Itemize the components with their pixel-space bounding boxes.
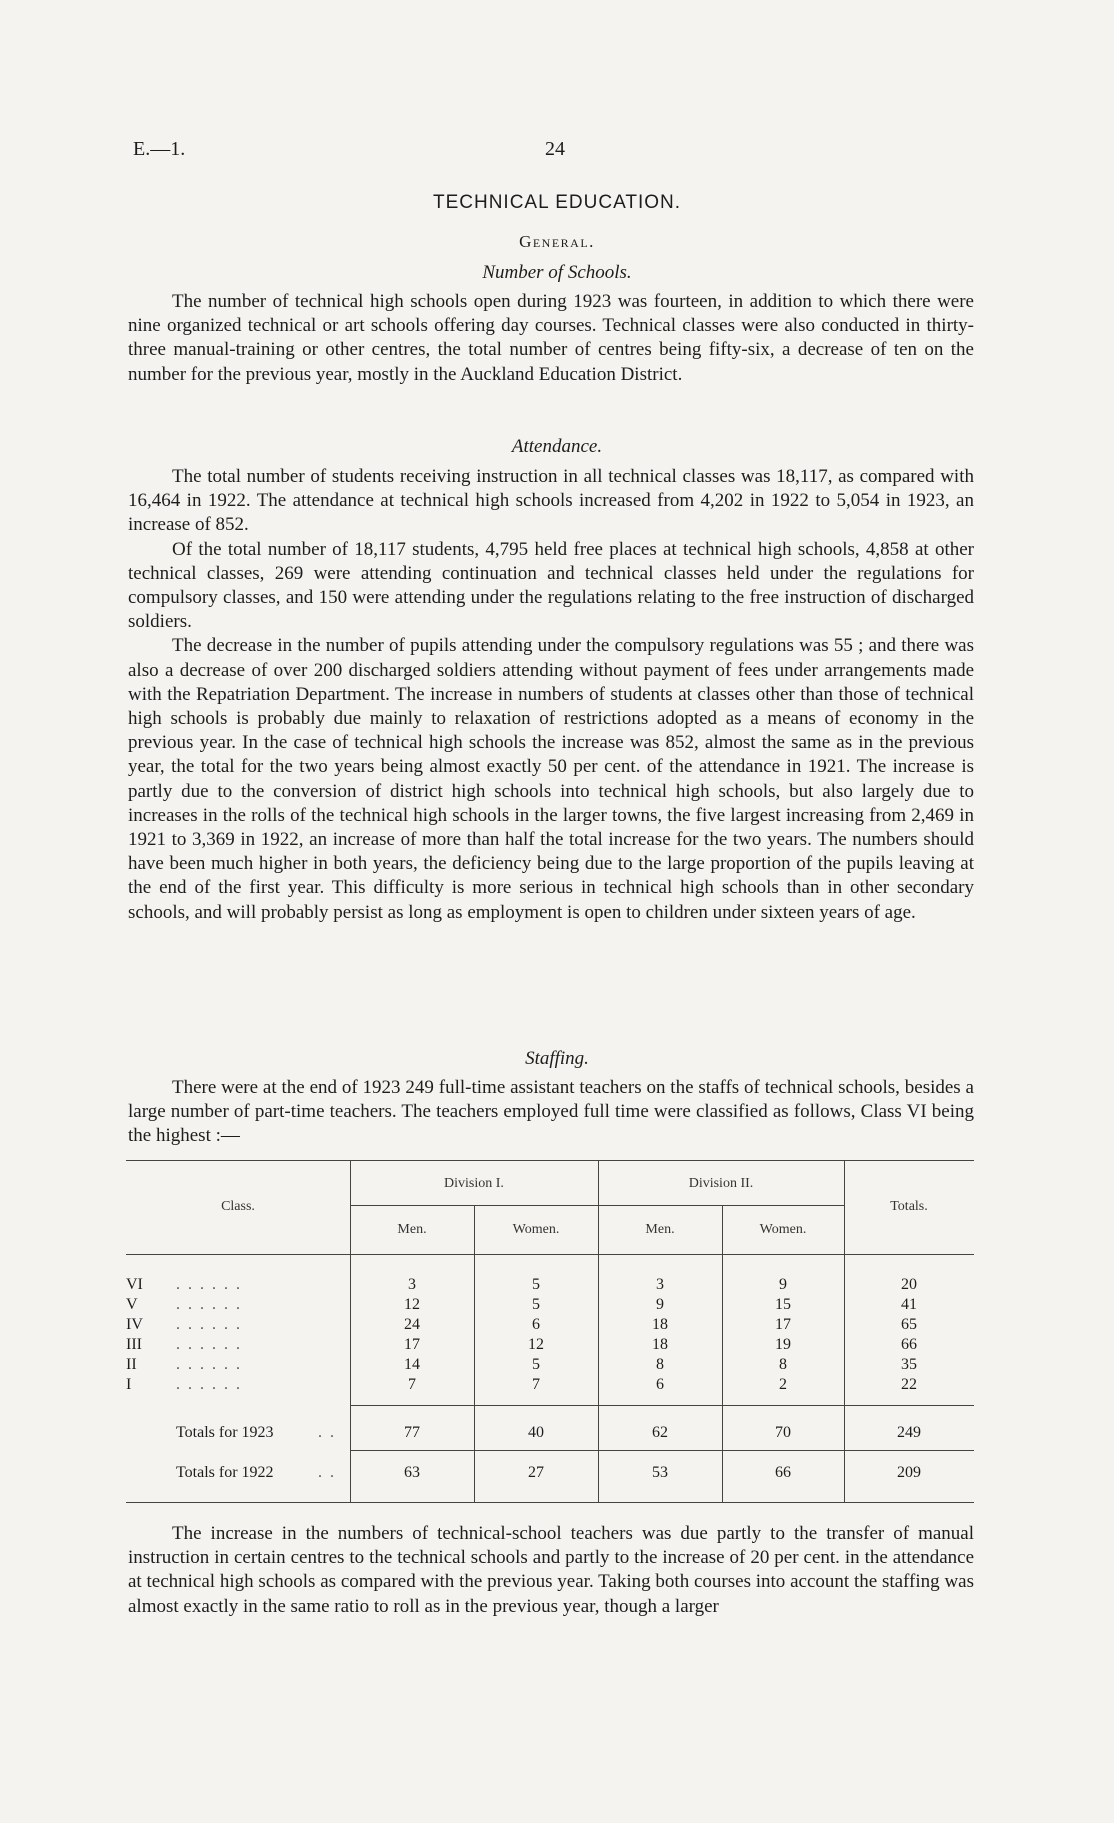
cell-d1-men: 24 xyxy=(404,1316,420,1333)
cell-d1-men: 17 xyxy=(404,1336,420,1353)
cell-d1-women: 5 xyxy=(532,1356,540,1373)
heading-number-of-schools: Number of Schools. xyxy=(482,262,632,283)
paragraph-attendance xyxy=(128,465,974,925)
leader-dots: . . . . . . xyxy=(176,1296,242,1313)
leader-dots: . . . . . . xyxy=(176,1356,242,1373)
table-bottom-rule xyxy=(126,1502,974,1503)
row-class-label: I xyxy=(126,1376,132,1393)
cell-d2-men: 9 xyxy=(656,1296,664,1313)
header-totals: Totals. xyxy=(890,1199,928,1214)
table-header-rule xyxy=(126,1254,974,1255)
cell-d1-men: 3 xyxy=(408,1276,416,1293)
staffing-table xyxy=(126,1160,974,1503)
cell-d1-women: 5 xyxy=(532,1276,540,1293)
cell-d2-women: 9 xyxy=(779,1276,787,1293)
heading-staffing: Staffing. xyxy=(525,1048,589,1069)
totals-1923-label: Totals for 1923 xyxy=(176,1424,274,1441)
cell-d2-women: 70 xyxy=(775,1424,791,1441)
row-class-label: IV xyxy=(126,1316,143,1333)
heading-attendance: Attendance. xyxy=(511,436,603,457)
leader-dots: . . xyxy=(318,1464,336,1481)
cell-d1-women: 7 xyxy=(532,1376,540,1393)
cell-d1-men: 63 xyxy=(404,1464,420,1481)
page-title: TECHNICAL EDUCATION. xyxy=(432,192,682,213)
cell-d2-women: 2 xyxy=(779,1376,787,1393)
row-class-label: II xyxy=(126,1356,137,1373)
cell-d1-women: 6 xyxy=(532,1316,540,1333)
leader-dots: . . xyxy=(318,1424,336,1441)
text-attendance-3: The decrease in the number of pupils attending under the compulsory regulations was 55 ; and there was also a decrease of over 200 discharged soldiers attending without payment of fees under arrangements made with the Repatriation Department. The increase in numbers of students at classes other than those of technical high schools is probably due mainly to relaxation of restrictions adopted as a means of economy in the previous year. In the case of technical high schools the increase was 852, almost the same as in the previous year, the total for the two years being almost exactly 50 per cent. of the attendance in 1921. The increase is partly due to the conversion of district high schools into technical high schools, but also largely due to increases in the rolls of the technical high schools in the larger towns, the five largest increasing from 2,469 in 1921 to 3,369 in 1922, an increase of more than half the total increase for the two years. The numbers should have been much higher in both years, the deficiency being due to the large proportion of the pupils leaving at the end of the first year. This difficulty is more serious in technical high schools than in other secondary schools, and will probably persist as long as employment is open to children under sixteen years of age. xyxy=(128,635,974,923)
row-class-label: III xyxy=(126,1336,142,1353)
cell-total: 41 xyxy=(901,1296,917,1313)
leader-dots: . . . . . . xyxy=(176,1376,242,1393)
cell-d1-men: 77 xyxy=(404,1424,420,1441)
table-divider xyxy=(722,1205,723,1503)
cell-d1-men: 12 xyxy=(404,1296,420,1313)
leader-dots: . . . . . . xyxy=(176,1336,242,1353)
cell-d1-women: 12 xyxy=(528,1336,544,1353)
text-attendance-2: Of the total number of 18,117 students, 4,795 held free places at technical high schools, 4,858 at other technical classes, 269 were attending continuation and technical classes held under the regulations for compulsory classes, and 150 were attending under the regulations relating to the free instruction of discharged soldiers. xyxy=(128,538,974,633)
cell-d1-men: 7 xyxy=(408,1376,416,1393)
totals-1922-label: Totals for 1922 xyxy=(176,1464,274,1481)
text-staffing-after: The increase in the numbers of technical-school teachers was due partly to the transfer of manual instruction in certain centres to the technical schools and partly to the increase of 20 per cent. in the attendance at technical high schools as compared with the previous year. Taking both courses into account the staffing was almost exactly in the same ratio to roll as in the previous year, though a larger xyxy=(128,1523,974,1617)
paragraph-staffing xyxy=(128,1076,974,1149)
page-number: 24 xyxy=(545,138,565,160)
text-attendance-1: The total number of students receiving instruction in all technical classes was 18,117, as compared with 16,464 in 1922. The attendance at technical high schools increased from 4,202 in 1922 to 5,054 in 1923, an increase of 852. xyxy=(128,466,974,536)
cell-total: 249 xyxy=(897,1424,921,1441)
cell-d1-women: 40 xyxy=(528,1424,544,1441)
cell-d2-men: 53 xyxy=(652,1464,668,1481)
paragraph-number-of-schools xyxy=(128,290,974,387)
header-d2-men: Men. xyxy=(645,1222,675,1237)
sheet-reference: E.—1. xyxy=(133,138,186,160)
paragraph-staffing-after xyxy=(128,1522,974,1619)
row-class-label: V xyxy=(126,1296,138,1313)
cell-d2-men: 6 xyxy=(656,1376,664,1393)
cell-d2-women: 8 xyxy=(779,1356,787,1373)
leader-dots: . . . . . . xyxy=(176,1276,242,1293)
table-top-rule xyxy=(126,1160,974,1161)
cell-d2-women: 66 xyxy=(775,1464,791,1481)
header-class: Class. xyxy=(221,1199,255,1214)
cell-total: 65 xyxy=(901,1316,917,1333)
header-d1-men: Men. xyxy=(397,1222,427,1237)
header-division-1: Division I. xyxy=(444,1176,504,1191)
cell-d2-women: 19 xyxy=(775,1336,791,1353)
text-staffing-1: There were at the end of 1923 249 full-time assistant teachers on the staffs of technical schools, besides a large number of part-time teachers. The teachers employed full time were classified as follows, Class VI being the highest :— xyxy=(128,1077,974,1147)
page-header xyxy=(133,138,973,166)
section-subtitle: General. xyxy=(519,232,595,251)
cell-d2-men: 18 xyxy=(652,1336,668,1353)
cell-d2-women: 17 xyxy=(775,1316,791,1333)
cell-total: 20 xyxy=(901,1276,917,1293)
cell-total: 35 xyxy=(901,1356,917,1373)
cell-d2-men: 3 xyxy=(656,1276,664,1293)
header-d2-women: Women. xyxy=(759,1222,807,1237)
header-d1-women: Women. xyxy=(512,1222,560,1237)
cell-d1-women: 27 xyxy=(528,1464,544,1481)
table-division-rule xyxy=(350,1205,844,1206)
row-class-label: VI xyxy=(126,1276,143,1293)
cell-d2-men: 62 xyxy=(652,1424,668,1441)
cell-total: 66 xyxy=(901,1336,917,1353)
table-totals-rule xyxy=(350,1450,974,1451)
cell-d2-women: 15 xyxy=(775,1296,791,1313)
cell-total: 22 xyxy=(901,1376,917,1393)
table-divider xyxy=(474,1205,475,1503)
leader-dots: . . . . . . xyxy=(176,1316,242,1333)
cell-d1-men: 14 xyxy=(404,1356,420,1373)
header-division-2: Division II. xyxy=(688,1176,754,1191)
text-number-of-schools: The number of technical high schools open during 1923 was fourteen, in addition to which there were nine organized technical or art schools offering day courses. Technical classes were also conducted in thirty-three manual-training or other centres, the total number of centres being fifty-six, a decrease of ten on the number for the previous year, mostly in the Auckland Education District. xyxy=(128,291,974,385)
cell-d1-women: 5 xyxy=(532,1296,540,1313)
cell-total: 209 xyxy=(897,1464,921,1481)
table-totals-rule xyxy=(350,1405,974,1406)
cell-d2-men: 18 xyxy=(652,1316,668,1333)
cell-d2-men: 8 xyxy=(656,1356,664,1373)
